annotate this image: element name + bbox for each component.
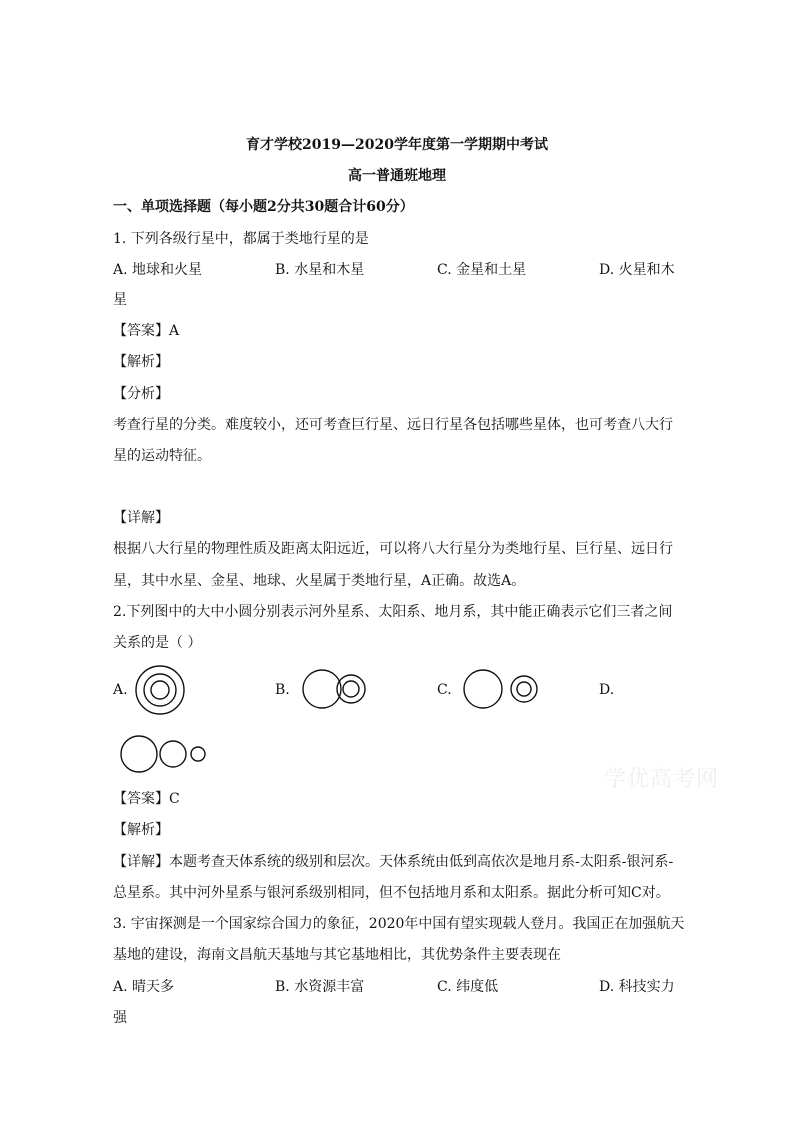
q2-option-a-label: A. [113,682,128,698]
q2-answer: 【答案】C [113,791,180,807]
q2-option-c-figure [462,668,542,710]
q2-option-a-figure [134,664,186,716]
q1-option-c: C. 金星和土星 [437,262,527,278]
q2-option-d-figure [118,733,208,775]
q1-option-d: D. 火星和木 [599,262,675,278]
q3-stem-line: 基地的建设，海南文昌航天基地与其它基地相比，其优势条件主要表现在 [113,947,561,963]
medium-circle [511,676,537,702]
small-circle [517,682,531,696]
q2-analysis-label: 【解析】 [113,822,169,838]
q3-option-wrap: 强 [113,1010,127,1026]
medium-circle [160,741,186,767]
large-circle [121,736,157,772]
large-circle [136,666,184,714]
q2-option-c-label: C. [437,682,452,698]
q2-detail-line: 总星系。其中河外星系与银河系级别相同，但不包括地月系和太阳系。据此分析可知C对。 [113,885,670,901]
q3-option-a: A. 晴天多 [113,979,175,995]
q1-analysis-label: 【解析】 [113,354,169,370]
q1-fenxi-line: 星的运动特征。 [113,448,211,464]
q1-detail-label: 【详解】 [113,510,169,526]
q3-option-b: B. 水资源丰富 [275,979,365,995]
section-heading: 一、单项选择题（每小题2分共30题合计60分） [113,199,414,215]
medium-circle [144,674,176,706]
q2-detail-line: 【详解】本题考查天体系统的级别和层次。天体系统由低到高依次是地月系-太阳系-银河系- [113,854,674,870]
small-circle [191,747,205,761]
q1-fenxi-line: 考查行星的分类。难度较小，还可考查巨行星、远日行星各包括哪些星体，也可考查八大行 [113,417,673,433]
q1-detail-line: 星，其中水星、金星、地球、火星属于类地行星，A正确。故选A。 [113,573,526,589]
q2-option-b-label: B. [275,682,290,698]
q3-stem-line: 3. 宇宙探测是一个国家综合国力的象征，2020年中国有望实现载人登月。我国正在加强航天 [113,916,685,932]
q1-answer: 【答案】A [113,323,180,339]
q1-detail-line: 根据八大行星的物理性质及距离太阳远近，可以将八大行星分为类地行星、巨行星、远日行 [113,541,673,557]
watermark: 学优高考网 [604,767,720,792]
q2-option-d-label: D. [599,682,615,698]
q1-option-b: B. 水星和木星 [275,262,365,278]
exam-title: 育才学校2019—2020学年度第一学期期中考试 [246,137,548,153]
q1-option-wrap: 星 [113,292,127,308]
q1-fenxi-label: 【分析】 [113,386,169,402]
exam-subtitle: 高一普通班地理 [348,168,446,184]
large-circle [303,670,341,708]
q2-option-b-figure [301,668,369,710]
small-circle [151,681,169,699]
q1-stem: 1. 下列各级行星中，都属于类地行星的是 [113,231,369,247]
large-circle [464,670,502,708]
small-circle [343,681,359,697]
q2-stem-line: 2.下列图中的大中小圆分别表示河外星系、太阳系、地月系，其中能正确表示它们三者之间 [113,604,673,620]
q2-stem-line: 关系的是（ ） [113,635,202,651]
q3-option-c: C. 纬度低 [437,979,499,995]
q3-option-d: D. 科技实力 [599,979,675,995]
q1-option-a: A. 地球和火星 [113,262,203,278]
